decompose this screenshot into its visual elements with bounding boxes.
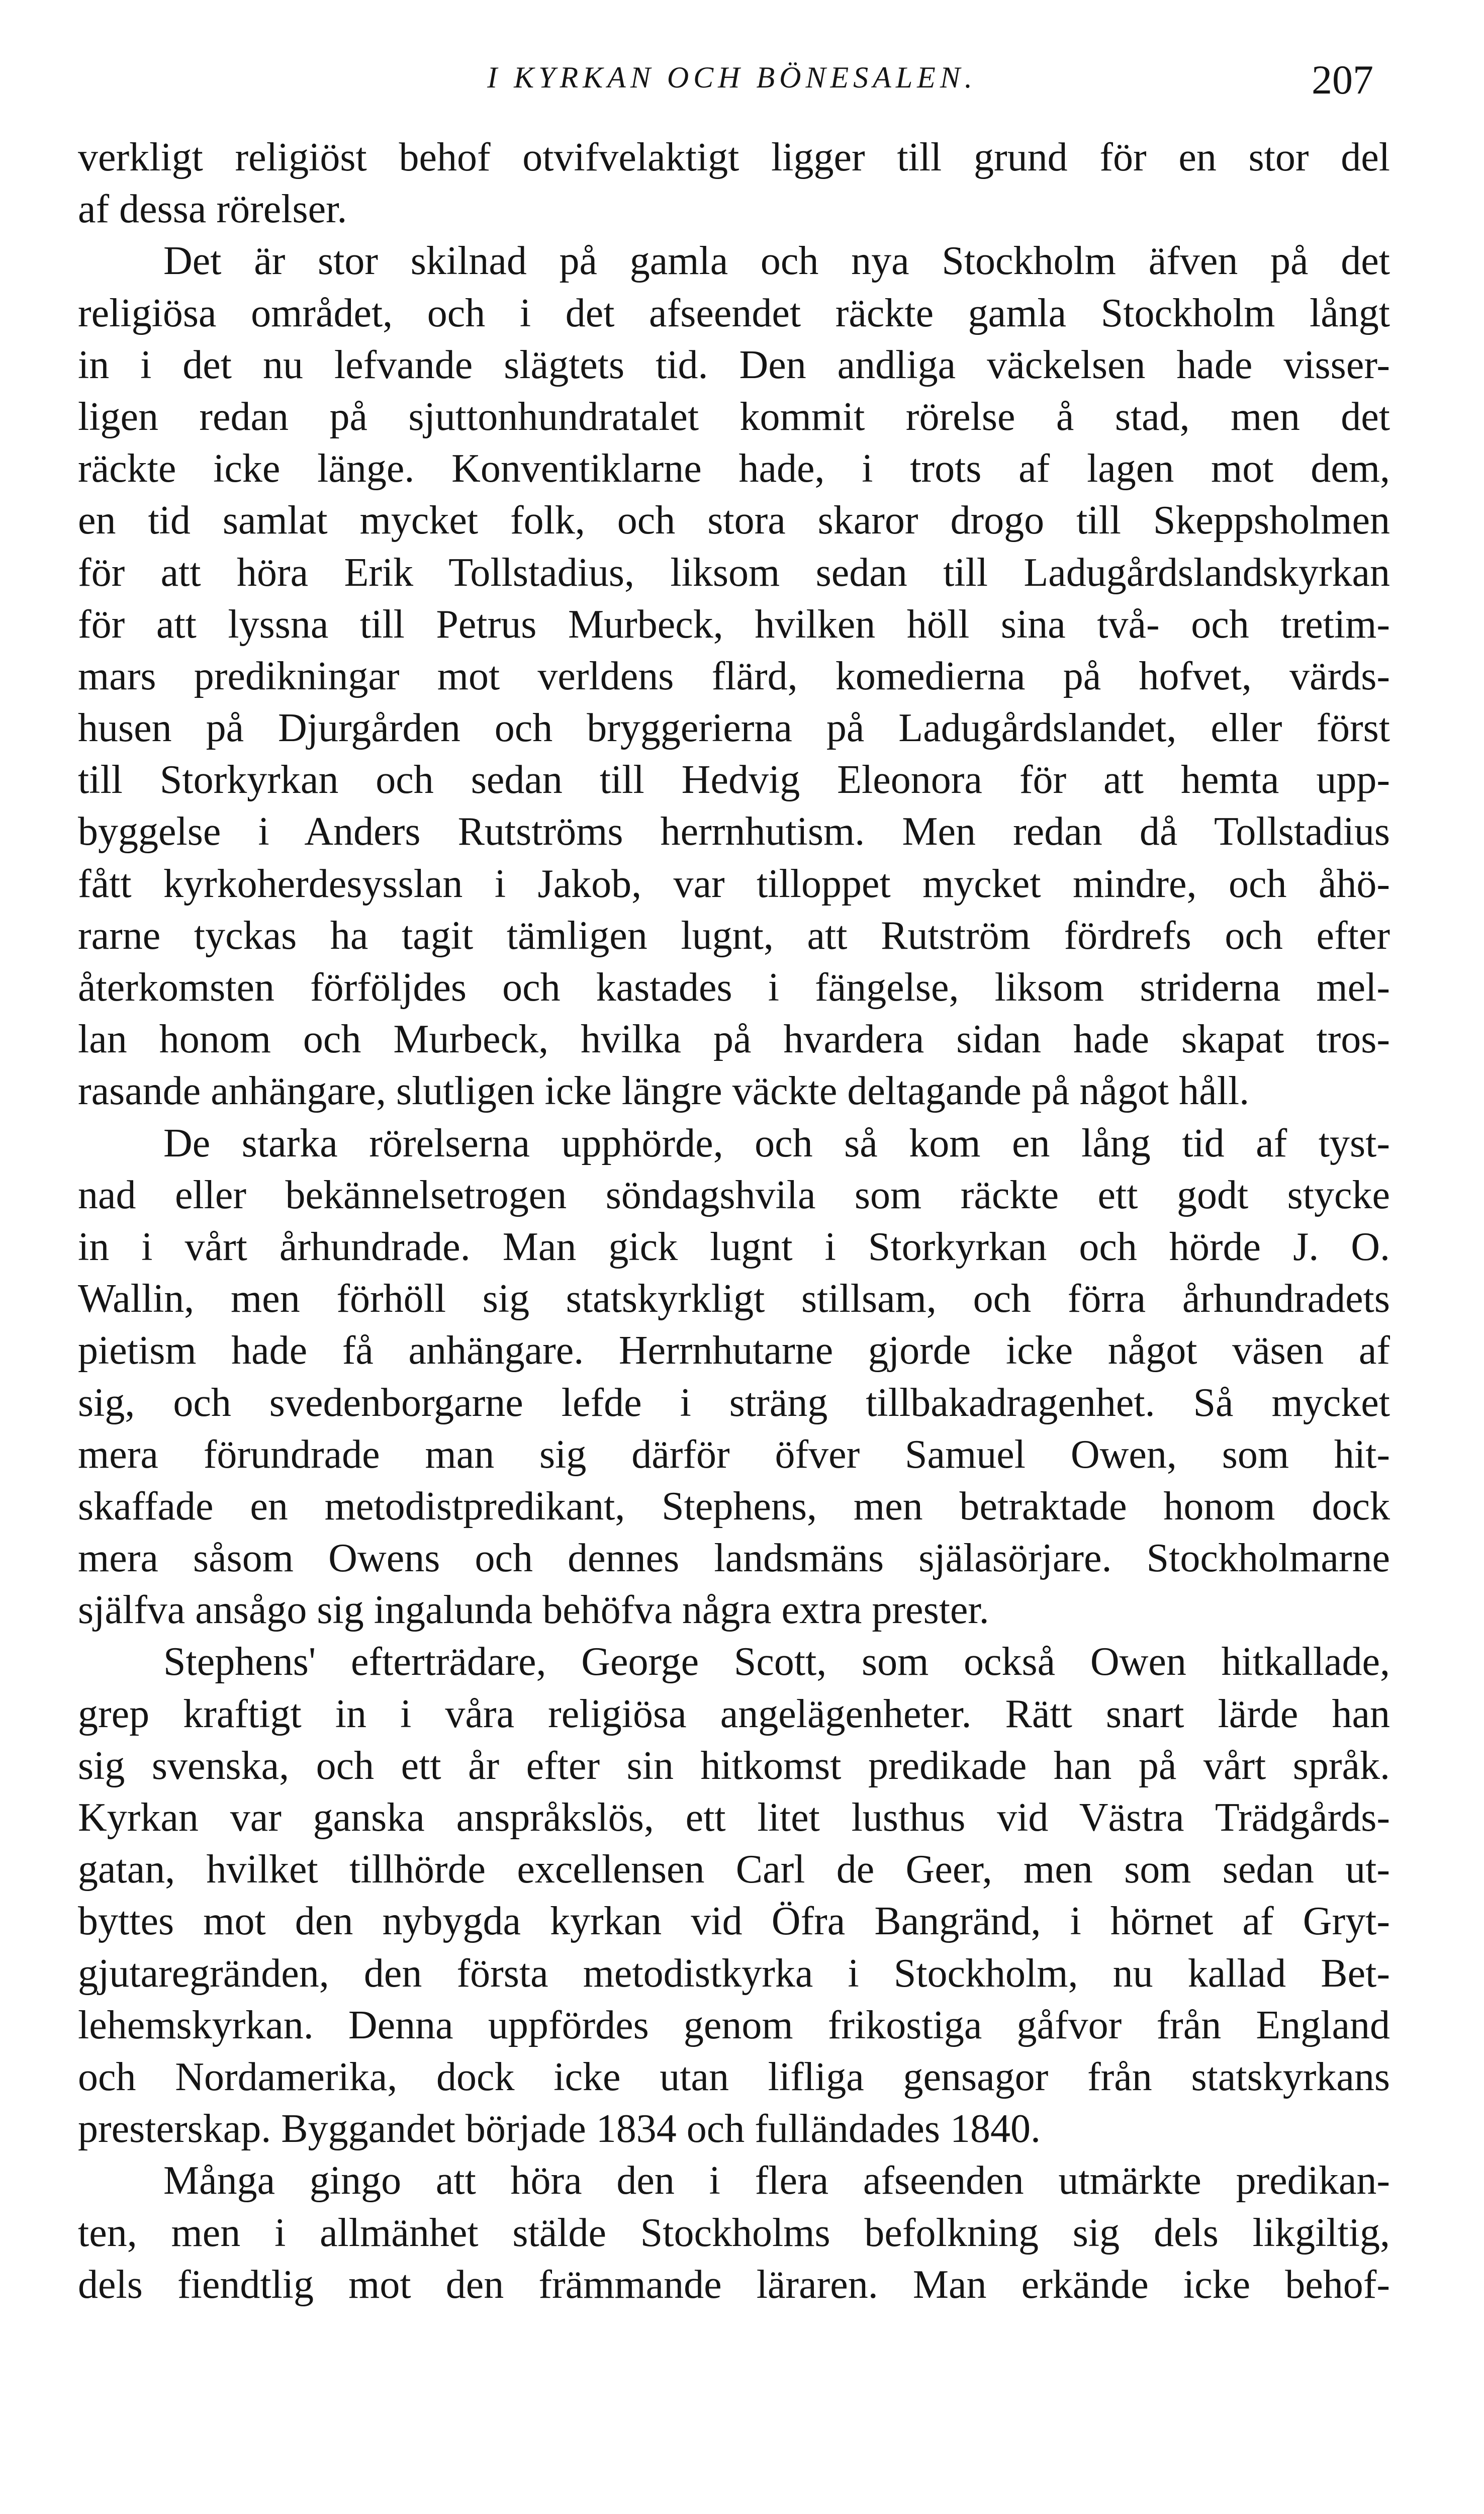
text-line: af dessa rörelser. [78, 187, 347, 232]
running-header [80, 56, 1383, 117]
text-line: sig svenska, och ett år efter sin hitkomst predikade han på vårt språk. [78, 1743, 1390, 1788]
text-line: rasande anhängare, slutligen icke längre väckte deltagande på något håll. [78, 1069, 1250, 1114]
text-line: verkligt religiöst behof otvifvelaktigt ligger till grund för en stor del [78, 135, 1390, 179]
text-line: dels fiendtlig mot den främmande läraren. Man erkände icke behof- [78, 2262, 1390, 2307]
text-line: Wallin, men förhöll sig statskyrkligt stillsam, och förra århundradets [78, 1277, 1390, 1321]
text-line: Kyrkan var ganska anspråkslös, ett litet lusthus vid Västra Trädgårds- [78, 1795, 1390, 1840]
text-line: återkomsten förföljdes och kastades i fängelse, liksom striderna mel- [78, 965, 1390, 1010]
text-line: skaffade en metodistpredikant, Stephens, men betraktade honom dock [78, 1484, 1390, 1529]
text-line: mars predikningar mot verldens flärd, komedierna på hofvet, värds- [78, 654, 1390, 698]
text-line: in i vårt århundrade. Man gick lugnt i Storkyrkan och hörde J. O. [78, 1224, 1390, 1269]
text-line: lan honom och Murbeck, hvilka på hvardera sidan hade skapat tros- [78, 1017, 1390, 1062]
text-line: för att höra Erik Tollstadius, liksom sedan till Ladugårdslandskyrkan [78, 550, 1390, 595]
text-line: ten, men i allmänhet stälde Stockholms befolkning sig dels likgiltig, [78, 2210, 1390, 2255]
text-line: rarne tyckas ha tagit tämligen lugnt, att Rutström fördrefs och efter [78, 913, 1390, 958]
text-line: in i det nu lefvande slägtets tid. Den andliga väckelsen hade visser- [78, 342, 1390, 387]
text-line: gjutaregränden, den första metodistkyrka i Stockholm, nu kallad Bet- [78, 1951, 1390, 1996]
text-line: en tid samlat mycket folk, och stora skaror drogo till Skeppsholmen [78, 498, 1390, 543]
text-line: presterskap. Byggandet började 1834 och fulländades 1840. [78, 2107, 1041, 2151]
text-line: nad eller bekännelsetrogen söndagshvila som räckte ett godt stycke [78, 1173, 1390, 1217]
text-line: ligen redan på sjuttonhundratalet kommit rörelse å stad, men det [78, 394, 1390, 439]
text-line: själfva ansågo sig ingalunda behöfva några extra prester. [78, 1588, 989, 1633]
text-line: mera såsom Owens och dennes landsmäns själasörjare. Stockholmarne [78, 1536, 1390, 1581]
text-line: lehemskyrkan. Denna uppfördes genom frikostiga gåfvor från England [78, 2003, 1390, 2047]
text-line: grep kraftigt in i våra religiösa angelägenheter. Rätt snart lärde han [78, 1691, 1390, 1736]
text-line: för att lyssna till Petrus Murbeck, hvilken höll sina två- och tretim- [78, 602, 1390, 647]
text-line: byggelse i Anders Rutströms herrnhutism. Men redan då Tollstadius [78, 810, 1390, 854]
text-line: till Storkyrkan och sedan till Hedvig Eleonora för att hemta upp- [78, 758, 1390, 802]
text-line: husen på Djurgården och bryggerierna på Ladugårdslandet, eller först [78, 706, 1390, 751]
text-line: fått kyrkoherdesysslan i Jakob, var tilloppet mycket mindre, och åhö- [78, 861, 1390, 906]
text-line: sig, och svedenborgarne lefde i sträng tillbakadragenhet. Så mycket [78, 1380, 1390, 1425]
text-line: räckte icke länge. Konventiklarne hade, i trots af lagen mot dem, [78, 446, 1390, 491]
text-line: religiösa området, och i det afseendet räckte gamla Stockholm långt [78, 291, 1390, 335]
text-line: Många gingo att höra den i flera afseenden utmärkte predikan- [163, 2159, 1390, 2203]
text-line: gatan, hvilket tillhörde excellensen Carl de Geer, men som sedan ut- [78, 1847, 1390, 1892]
text-line: De starka rörelserna upphörde, och så kom en lång tid af tyst- [163, 1121, 1390, 1165]
text-line: Det är stor skilnad på gamla och nya Stockholm äfven på det [163, 239, 1390, 284]
body-text [78, 132, 1390, 2311]
text-line: byttes mot den nybygda kyrkan vid Öfra Bangränd, i hörnet af Gryt- [78, 1899, 1390, 1944]
text-line: mera förundrade man sig därför öfver Samuel Owen, som hit- [78, 1432, 1390, 1477]
text-line: Stephens' efterträdare, George Scott, som också Owen hitkallade, [163, 1640, 1390, 1684]
text-line: och Nordamerika, dock icke utan lifliga gensagor från statskyrkans [78, 2054, 1390, 2099]
running-title: I KYRKAN OCH BÖNESALEN. [487, 61, 977, 94]
page-number: 207 [1312, 57, 1373, 103]
text-line: pietism hade få anhängare. Herrnhutarne gjorde icke något väsen af [78, 1328, 1390, 1373]
